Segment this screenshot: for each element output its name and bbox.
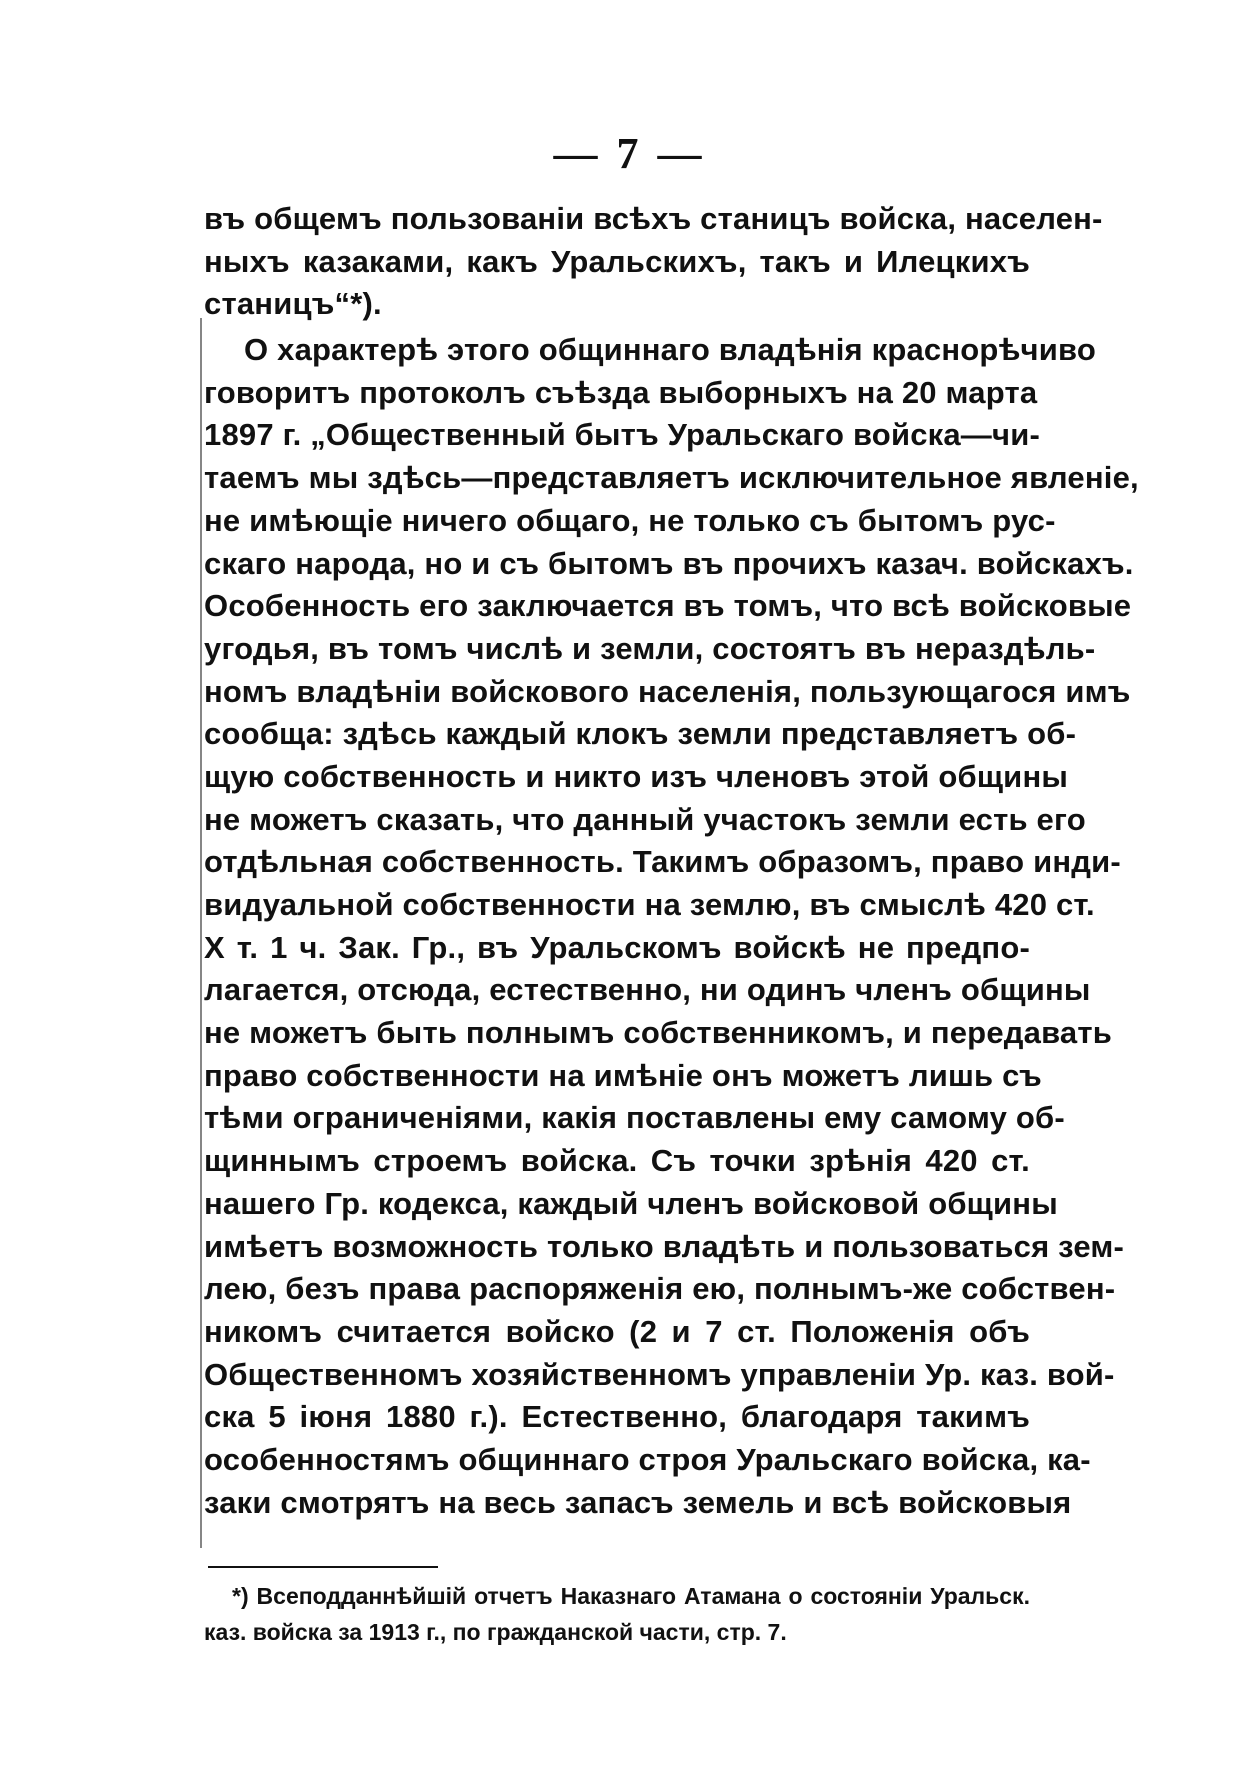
text-line: сообща: здѣсь каждый клокъ земли представляетъ об- xyxy=(204,716,1077,752)
text-line: лею, безъ права распоряженія ею, полнымъ-же собствен- xyxy=(204,1271,1116,1307)
footnote xyxy=(204,1578,1030,1650)
text-line: Общественномъ хозяйственномъ управленіи Ур. каз. вой- xyxy=(204,1356,1115,1392)
text-line: право собственности на имѣніе онъ можетъ лишь съ xyxy=(204,1057,1042,1093)
text-line: имѣетъ возможность только владѣть и пользоваться зем- xyxy=(204,1228,1125,1264)
text-line: нашего Гр. кодекса, каждый членъ войсковой общины xyxy=(204,1185,1058,1221)
page-number: — 7 — xyxy=(553,129,706,178)
text-line: лагается, отсюда, естественно, ни одинъ членъ общины xyxy=(204,972,1091,1008)
text-line: никомъ считается войско (2 и 7 ст. Положенія объ xyxy=(204,1313,1030,1349)
margin-scan-line xyxy=(200,318,202,1548)
text-line: угодья, въ томъ числѣ и земли, состоятъ въ нераздѣль- xyxy=(204,630,1096,666)
text-line: заки смотрятъ на весь запасъ земель и всѣ войсковыя xyxy=(204,1484,1072,1520)
text-line: О характерѣ этого общиннаго владѣнія краснорѣчиво xyxy=(244,332,1096,368)
text-line: не имѣющіе ничего общаго, не только съ бытомъ рус- xyxy=(204,502,1056,538)
footnote-line: каз. войска за 1913 г., по гражданской части, стр. 7. xyxy=(204,1619,787,1645)
text-line: станицъ“*). xyxy=(204,286,382,322)
footnote-rule xyxy=(208,1566,438,1568)
text-line: таемъ мы здѣсь—представляетъ исключительное явленіе, xyxy=(204,460,1139,496)
text-line: щиннымъ строемъ войска. Съ точки зрѣнія 420 ст. xyxy=(204,1143,1030,1179)
footnote-line: *) Всеподданнѣйшій отчетъ Наказнаго Атамана о состояніи Уральск. xyxy=(232,1583,1030,1609)
text-line: особенностямъ общиннаго строя Уральскаго войска, ка- xyxy=(204,1441,1091,1477)
text-line: говоритъ протоколъ съѣзда выборныхъ на 20 марта xyxy=(204,374,1038,410)
text-line: видуальной собственности на землю, въ смыслѣ 420 ст. xyxy=(204,887,1095,922)
text-line: Особенность его заключается въ томъ, что всѣ войсковые xyxy=(204,588,1132,624)
text-line: тѣми ограниченіями, какія поставлены ему самому об- xyxy=(204,1100,1065,1136)
text-line: ныхъ казаками, какъ Уральскихъ, такъ и Илецкихъ xyxy=(204,243,1030,279)
text-line: номъ владѣніи войскового населенія, пользующагося имъ xyxy=(204,673,1131,709)
text-line: въ общемъ пользованіи всѣхъ станицъ войска, населен- xyxy=(204,201,1103,236)
text-line: ска 5 іюня 1880 г.). Естественно, благодаря такимъ xyxy=(204,1399,1030,1435)
text-line: 1897 г. „Общественный бытъ Уральскаго войска—чи- xyxy=(204,417,1040,453)
text-line: скаго народа, но и съ бытомъ въ прочихъ казач. войскахъ. xyxy=(204,545,1134,581)
text-line: щую собственность и никто изъ членовъ этой общины xyxy=(204,758,1069,794)
text-line: не можетъ сказать, что данный участокъ земли есть его xyxy=(204,801,1086,837)
text-line: не можетъ быть полнымъ собственникомъ, и передавать xyxy=(204,1015,1113,1051)
text-line: отдѣльная собственность. Такимъ образомъ, право инди- xyxy=(204,844,1121,880)
text-line: X т. 1 ч. Зак. Гр., въ Уральскомъ войскѣ не предпо- xyxy=(204,929,1030,965)
main-text xyxy=(204,198,1139,1524)
